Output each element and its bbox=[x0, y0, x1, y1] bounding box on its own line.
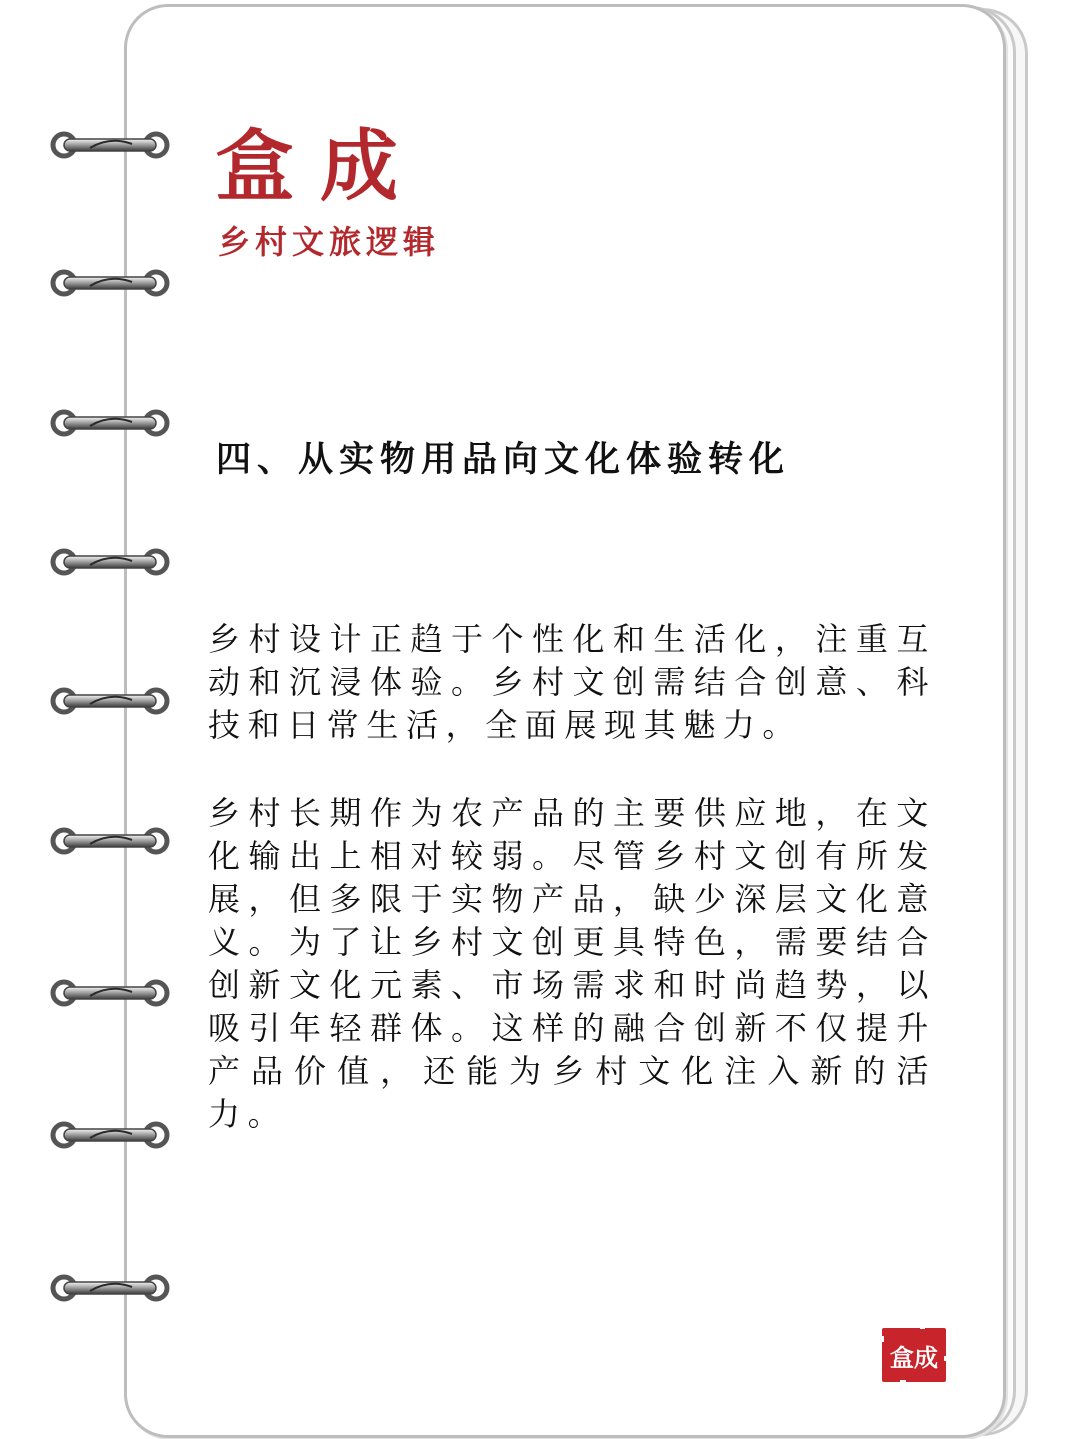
binder-ring-icon bbox=[50, 826, 170, 856]
binder-ring-icon bbox=[50, 1120, 170, 1150]
seal-stamp bbox=[880, 1326, 948, 1384]
binder-ring-icon bbox=[50, 686, 170, 716]
brand-title: 盒成 bbox=[216, 121, 425, 212]
svg-text:盒成: 盒成 bbox=[890, 1343, 938, 1372]
section-heading: 四、从实物用品向文化体验转化 bbox=[216, 439, 791, 480]
binder-ring-icon bbox=[50, 978, 170, 1008]
binder-ring-icon bbox=[50, 268, 170, 298]
binder-ring-icon bbox=[50, 1273, 170, 1303]
binder-ring-icon bbox=[50, 408, 170, 438]
binder-ring-icon bbox=[50, 547, 170, 577]
brand-subtitle: 乡村文旅逻辑 bbox=[218, 223, 441, 261]
body-paragraph: 乡村设计正趋于个性化和生活化，注重互动和沉浸体验。乡村文创需结合创意、科技和日常生活，全面展现其魅力。 bbox=[208, 620, 936, 744]
binder-ring-icon bbox=[50, 130, 170, 160]
body-paragraph: 乡村长期作为农产品的主要供应地，在文化输出上相对较弱。尽管乡村文创有所发展，但多限于实物产品，缺少深层文化意义。为了让乡村文创更具特色，需要结合创新文化元素、市场需求和时尚趋势，以吸引年轻群体。这样的融合创新不仅提升产品价值，还能为乡村文化注入新的活力。 bbox=[208, 794, 936, 1133]
